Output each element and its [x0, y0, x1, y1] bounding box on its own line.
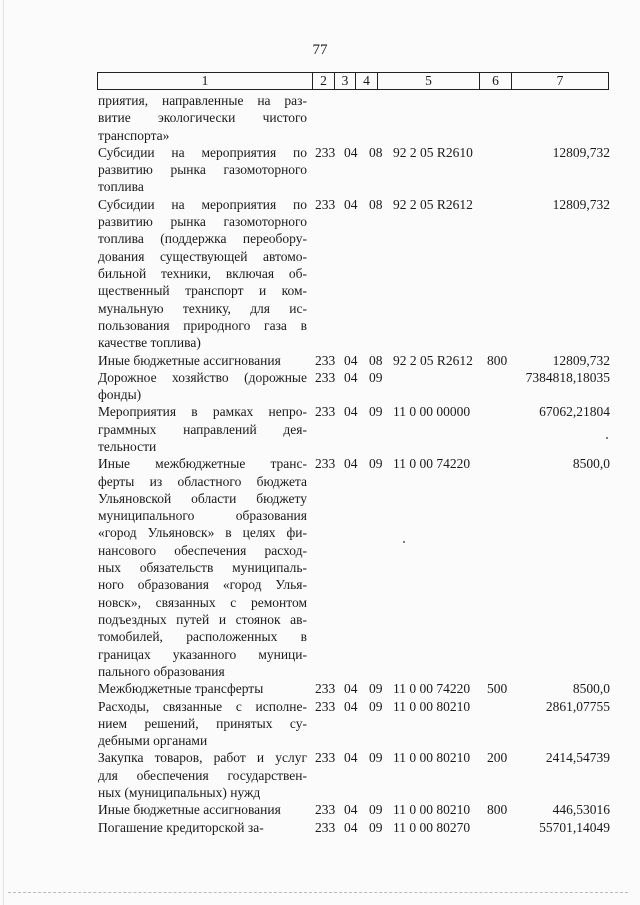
header-col-1: 1: [98, 73, 313, 89]
description-line: новск», связанных с ремонтом: [98, 594, 307, 610]
description-line: Мероприятия в рамках непро-: [98, 404, 307, 420]
description-line: Дорожное хозяйство (дорожные: [98, 369, 307, 385]
cell-subsection: 08: [369, 196, 383, 212]
row-description: [98, 801, 307, 818]
cell-amount: 7384818,18035: [525, 369, 610, 385]
row-description: [98, 196, 307, 352]
cell-subsection: 09: [369, 819, 383, 835]
description-line: Иные бюджетные ассигнования: [98, 802, 281, 818]
header-col-5: 5: [378, 73, 480, 89]
cell-subsection: 09: [369, 404, 383, 420]
description-line: нансового обеспечения расход-: [98, 542, 307, 558]
cell-subsection: 09: [369, 750, 383, 766]
description-line: топлива: [98, 179, 144, 195]
cell-subsection: 08: [369, 144, 383, 160]
description-line: тельности: [98, 438, 157, 454]
cell-target-article: 11 0 00 80270: [393, 819, 471, 835]
description-line: пального образования: [98, 663, 225, 679]
description-line: щественный транспорт и ком-: [98, 283, 307, 299]
cell-ved: 233: [315, 196, 336, 212]
row-description: [98, 680, 307, 697]
cell-section: 04: [344, 750, 358, 766]
cell-ved: 233: [315, 802, 336, 818]
cell-section: 04: [344, 456, 358, 472]
cell-expense-type: 800: [487, 352, 508, 368]
description-line: томобилей, расположенных в: [98, 629, 307, 645]
cell-section: 04: [344, 681, 358, 697]
cell-section: 04: [344, 802, 358, 818]
description-line: «город Ульяновск» в целях фи-: [98, 525, 307, 541]
description-line: для обеспечения государствен-: [98, 767, 307, 783]
cell-ved: 233: [315, 681, 336, 697]
cell-subsection: 09: [369, 802, 383, 818]
cell-expense-type: 800: [487, 802, 508, 818]
cell-amount: 446,53016: [552, 802, 610, 818]
cell-section: 04: [344, 819, 358, 835]
cell-amount: 2414,54739: [545, 750, 610, 766]
description-line: Субсидии на мероприятия по: [98, 144, 307, 160]
description-line: Закупка товаров, работ и услуг: [98, 750, 307, 766]
cell-target-article: 92 2 05 R2610: [393, 144, 473, 160]
cell-ved: 233: [315, 698, 336, 714]
header-col-3: 3: [335, 73, 356, 89]
cell-amount: 12809,732: [552, 196, 610, 212]
description-line: Расходы, связанные с исполне-: [98, 698, 307, 714]
description-line: витие экологически чистого: [98, 110, 307, 126]
header-col-6: 6: [480, 73, 512, 89]
cell-target-article: 11 0 00 74220: [393, 456, 471, 472]
description-line: граммных направлений дея-: [98, 421, 307, 437]
cell-target-article: 11 0 00 80210: [393, 750, 471, 766]
cell-amount: 8500,0: [572, 681, 610, 697]
header-col-7: 7: [556, 73, 564, 88]
description-line: качестве топлива): [98, 335, 201, 351]
cell-amount: 8500,0: [572, 456, 610, 472]
cell-amount: 12809,732: [552, 144, 610, 160]
row-description: [98, 92, 307, 144]
description-line: Субсидии на мероприятия по: [98, 196, 307, 212]
cell-amount: 12809,732: [552, 352, 610, 368]
cell-expense-type: 500: [487, 681, 508, 697]
cell-section: 04: [344, 352, 358, 368]
description-line: муниципального образования: [98, 508, 307, 524]
cell-section: 04: [344, 404, 358, 420]
cell-subsection: 09: [369, 698, 383, 714]
cell-ved: 233: [315, 352, 336, 368]
description-line: ного образования «город Улья-: [98, 577, 307, 593]
description-line: пользования природного газа в: [98, 317, 307, 333]
row-description: [98, 819, 307, 836]
row-description: [98, 352, 307, 369]
cell-ved: 233: [315, 404, 336, 420]
scan-speck: [606, 437, 608, 439]
description-line: дебными органами: [98, 733, 208, 749]
header-col-4: 4: [356, 73, 378, 89]
row-description: [98, 369, 307, 404]
description-line: приятия, направленные на раз-: [98, 93, 307, 108]
cell-ved: 233: [315, 144, 336, 160]
cell-ved: 233: [315, 750, 336, 766]
row-description: [98, 698, 307, 750]
row-description: [98, 749, 307, 801]
description-line: Погашение кредиторской за-: [98, 819, 264, 835]
cell-subsection: 08: [369, 352, 383, 368]
description-line: Иные бюджетные ассигнования: [98, 352, 281, 368]
row-description: [98, 403, 307, 455]
scan-edge: [3, 0, 4, 905]
cell-expense-type: 200: [487, 750, 508, 766]
description-line: топлива (поддержка переобору-: [98, 231, 307, 247]
cell-target-article: 92 2 05 R2612: [393, 352, 473, 368]
description-line: границах указанного муници-: [98, 646, 307, 662]
cell-amount: 67062,21804: [539, 404, 610, 420]
cell-target-article: 11 0 00 74220: [393, 681, 471, 697]
cell-target-article: 11 0 00 00000: [393, 404, 471, 420]
cell-section: 04: [344, 144, 358, 160]
cell-ved: 233: [315, 819, 336, 835]
scan-footer-line: [8, 892, 628, 893]
table-header: [97, 72, 609, 90]
page-number: 77: [312, 42, 328, 58]
cell-subsection: 09: [369, 681, 383, 697]
cell-target-article: 92 2 05 R2612: [393, 196, 473, 212]
description-line: Иные межбюджетные транс-: [98, 456, 307, 472]
description-line: дования существующей автомо-: [98, 248, 307, 264]
cell-subsection: 09: [369, 369, 383, 385]
scan-speck: [403, 541, 405, 543]
header-col-2: 2: [313, 73, 335, 89]
cell-section: 04: [344, 698, 358, 714]
row-description: [98, 144, 307, 196]
description-line: развитию рынка газомоторного: [98, 214, 307, 230]
description-line: транспорта»: [98, 127, 170, 143]
cell-section: 04: [344, 196, 358, 212]
cell-ved: 233: [315, 456, 336, 472]
description-line: фонды): [98, 387, 142, 403]
description-line: нием решений, принятых су-: [98, 715, 307, 731]
cell-amount: 55701,14049: [539, 819, 610, 835]
description-line: бильной техники, включая об-: [98, 265, 307, 281]
cell-amount: 2861,07755: [545, 698, 610, 714]
cell-target-article: 11 0 00 80210: [393, 802, 471, 818]
description-line: ных обязательств муниципаль-: [98, 560, 307, 576]
cell-target-article: 11 0 00 80210: [393, 698, 471, 714]
cell-subsection: 09: [369, 456, 383, 472]
cell-ved: 233: [315, 369, 336, 385]
description-line: Ульяновской области бюджету: [98, 490, 307, 506]
description-line: развитию рынка газомоторного: [98, 162, 307, 178]
description-line: мунальную технику, для ис-: [98, 300, 307, 316]
cell-section: 04: [344, 369, 358, 385]
description-line: ных (муниципальных) нужд: [98, 784, 261, 800]
row-description: [98, 455, 307, 680]
description-line: Межбюджетные трансферты: [98, 681, 264, 697]
description-line: ферты из областного бюджета: [98, 473, 307, 489]
description-line: подъездных путей и стоянок ав-: [98, 611, 307, 627]
